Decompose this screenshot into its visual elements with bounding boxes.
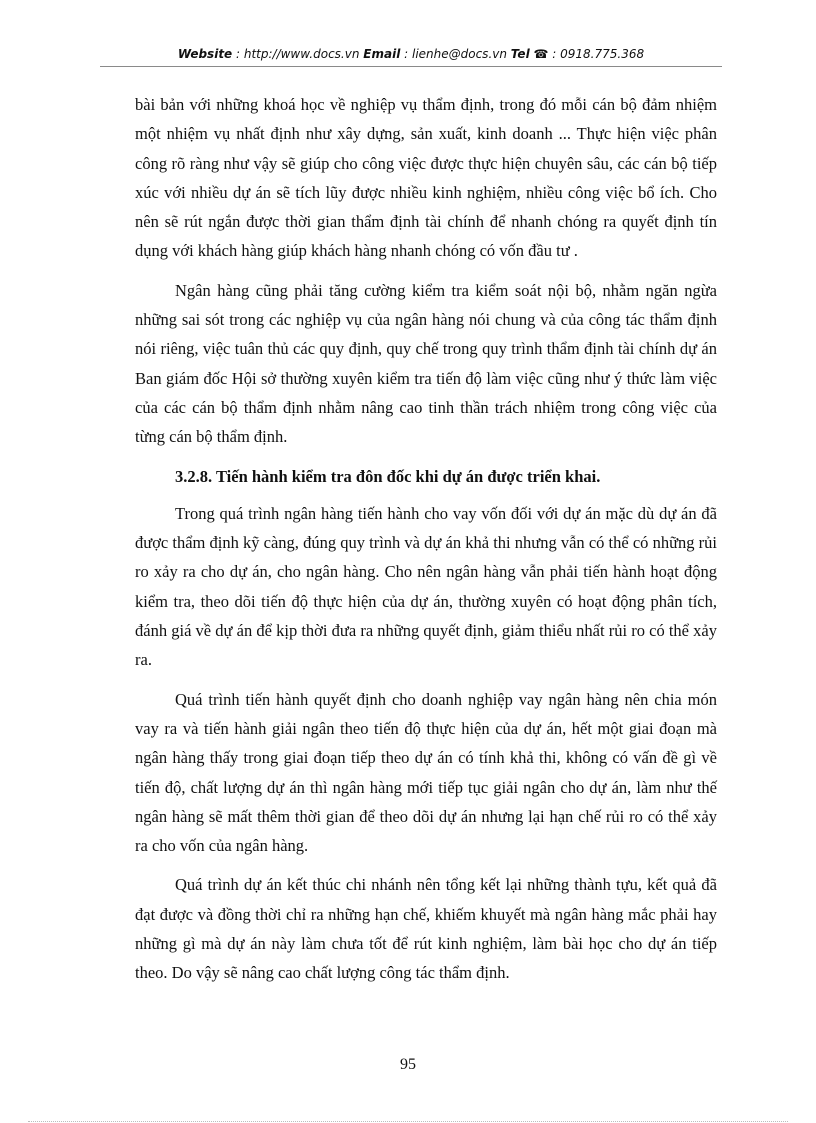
paragraph-1: bài bản với những khoá học về nghiệp vụ thẩm định, trong đó mỗi cán bộ đảm nhiệm một nhiệm vụ nhất định như xây dựng, sản xuất, kinh doanh ... Thực hiện việc phân công rõ ràng như vậy sẽ giúp cho công việc được thực hiện chuyên sâu, các cán bộ tiếp xúc với nhiều dự án sẽ tích lũy được nhiều kinh nghiệm, nhiều công việc bổ ích. Cho nên sẽ rút ngắn được thời gian thẩm định tài chính để nhanh chóng ra quyết định tín dụng với khách hàng giúp khách hàng nhanh chóng có vốn đầu tư . xyxy=(135,95,717,261)
phone-icon: ☎ xyxy=(533,47,549,61)
email-separator: : xyxy=(400,47,412,61)
tel-number: : 0918.775.368 xyxy=(548,47,645,61)
page-header xyxy=(100,47,722,61)
paragraph-2: Ngân hàng cũng phải tăng cường kiểm tra kiểm soát nội bộ, nhằm ngăn ngừa những sai sót trong các nghiệp vụ của ngân hàng nói chung và của công tác thẩm định nói riêng, việc tuân thủ các quy định, quy chế trong quy trình thẩm định tài chính dự án Ban giám đốc Hội sở thường xuyên kiểm tra tiến độ làm việc cũng như ý thức làm việc của các cán bộ thẩm định nhằm nâng cao tinh thần trách nhiệm trong công việc của từng cán bộ thẩm định. xyxy=(135,280,717,447)
paragraph-5: Quá trình dự án kết thúc chi nhánh nên tổng kết lại những thành tựu, kết quả đã đạt được và đồng thời chỉ ra những hạn chế, khiếm khuyết mà ngân hàng mắc phải hay những gì mà dự án này làm chưa tốt để rút kinh nghiệm, làm bài học cho dự án tiếp theo. Do vậy sẽ nâng cao chất lượng công tác thẩm định. xyxy=(135,875,717,983)
tel-label: Tel xyxy=(510,47,530,61)
email-label: Email xyxy=(363,47,401,61)
website-url: http://www.docs.vn xyxy=(243,47,360,61)
paragraph-4: Quá trình tiến hành quyết định cho doanh nghiệp vay ngân hàng nên chia món vay ra và tiến hành giải ngân theo tiến độ thực hiện của dự án, hết một giai đoạn mà ngân hàng thấy trong giai đoạn tiếp theo dự án có tính khả thi, không có vấn đề gì về tiến độ, chất lượng dự án thì ngân hàng mới tiếp tục giải ngân cho dự án, làm như thế ngân hàng sẽ mất thêm thời gian để theo dõi dự án nhưng lại hạn chế rủi ro có thể xảy ra cho vốn của ngân hàng. xyxy=(135,689,717,856)
section-heading: 3.2.8. Tiến hành kiểm tra đôn đốc khi dự án được triển khai. xyxy=(175,466,601,486)
website-separator: : xyxy=(232,47,244,61)
page-number: 95 xyxy=(400,1056,416,1073)
website-label: Website xyxy=(177,47,233,61)
page-bottom-border xyxy=(28,1121,788,1122)
header-divider xyxy=(100,66,722,67)
email-address: lienhe@docs.vn xyxy=(411,47,507,61)
paragraph-3: Trong quá trình ngân hàng tiến hành cho vay vốn đối với dự án mặc dù dự án đã được thẩm định kỹ càng, đúng quy trình và dự án khả thi nhưng vẫn có thể có những rủi ro xảy ra cho dự án, cho ngân hàng. Cho nên ngân hàng vẫn phải tiến hành hoạt động kiểm tra, theo dõi tiến độ thực hiện của dự án, thường xuyên có hoạt động phân tích, đánh giá về dự án để kịp thời đưa ra những quyết định, giảm thiểu nhất rủi ro có thể xảy ra. xyxy=(135,503,717,670)
document-body xyxy=(135,90,717,998)
